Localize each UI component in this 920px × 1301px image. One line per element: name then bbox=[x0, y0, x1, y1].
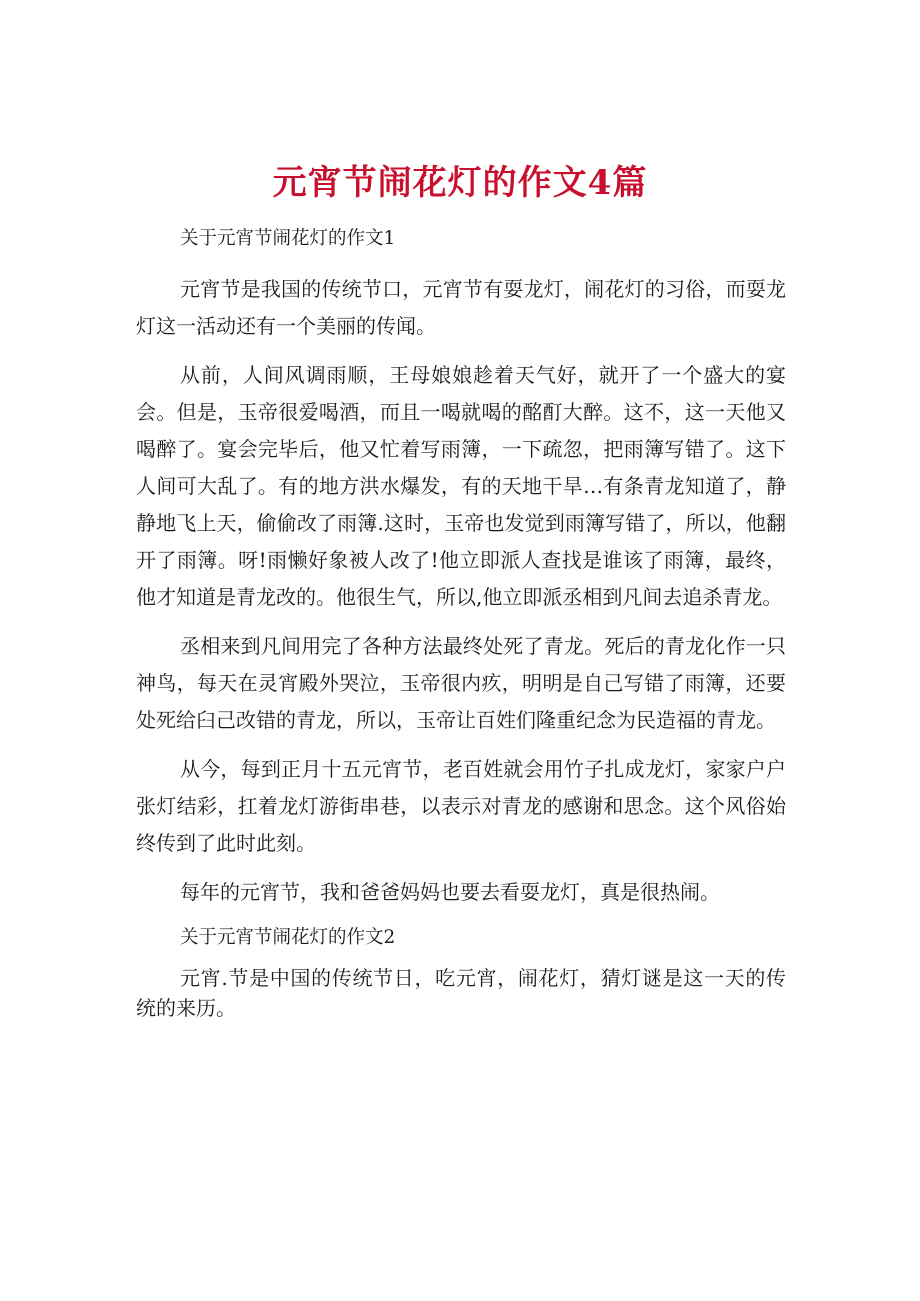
paragraph: 从今，每到正月十五元宵节，老百姓就会用竹子扎成龙灯，家家户户张灯结彩，扛着龙灯游街串巷，以表示对青龙的感谢和思念。这个风俗始终传到了此时此刻。 bbox=[136, 757, 786, 855]
paragraph: 元宵.节是中国的传统节日，吃元宵，闹花灯，猜灯谜是这一天的传统的来历。 bbox=[136, 966, 786, 1020]
section-heading-2: 关于元宵节闹花灯的作文2 bbox=[180, 927, 396, 948]
paragraph: 每年的元宵节，我和爸爸妈妈也要去看耍龙灯，真是很热闹。 bbox=[180, 880, 720, 904]
paragraph: 从前，人间风调雨顺，王母娘娘趁着天气好，就开了一个盛大的宴会。但是，玉帝很爱喝酒，而且一喝就喝的酩酊大醉。这不，这一天他又喝醉了。宴会完毕后，他又忙着写雨簿，一下疏忽，把雨簿写错了。这下人间可大乱了。有的地方洪水爆发，有的天地干旱…有条青龙知道了，静静地飞上天，偷偷改了雨簿.这时，玉帝也发觉到雨簿写错了，所以，他翻开了雨簿。呀!雨懒好象被人改了!他立即派人查找是谁该了雨簿，最终，他才知道是青龙改的。他很生气，所以,他立即派丞相到凡间去追杀青龙。 bbox=[136, 363, 786, 609]
document-title: 元宵节闹花灯的作文4篇 bbox=[272, 162, 648, 203]
paragraph: 元宵节是我国的传统节口，元宵节有耍龙灯，闹花灯的习俗，而耍龙灯这一活动还有一个美丽的传闻。 bbox=[136, 277, 786, 338]
document-body bbox=[136, 224, 786, 1023]
paragraph: 丞相来到凡间用完了各种方法最终处死了青龙。死后的青龙化作一只神鸟，每天在灵宵殿外哭泣，玉帝很内疚，明明是自己写错了雨簿，还要处死给臼己改错的青龙，所以，玉帝让百姓们隆重纪念为民造福的青龙。 bbox=[136, 634, 786, 732]
section-heading-1: 关于元宵节闹花灯的作文1 bbox=[180, 228, 396, 249]
